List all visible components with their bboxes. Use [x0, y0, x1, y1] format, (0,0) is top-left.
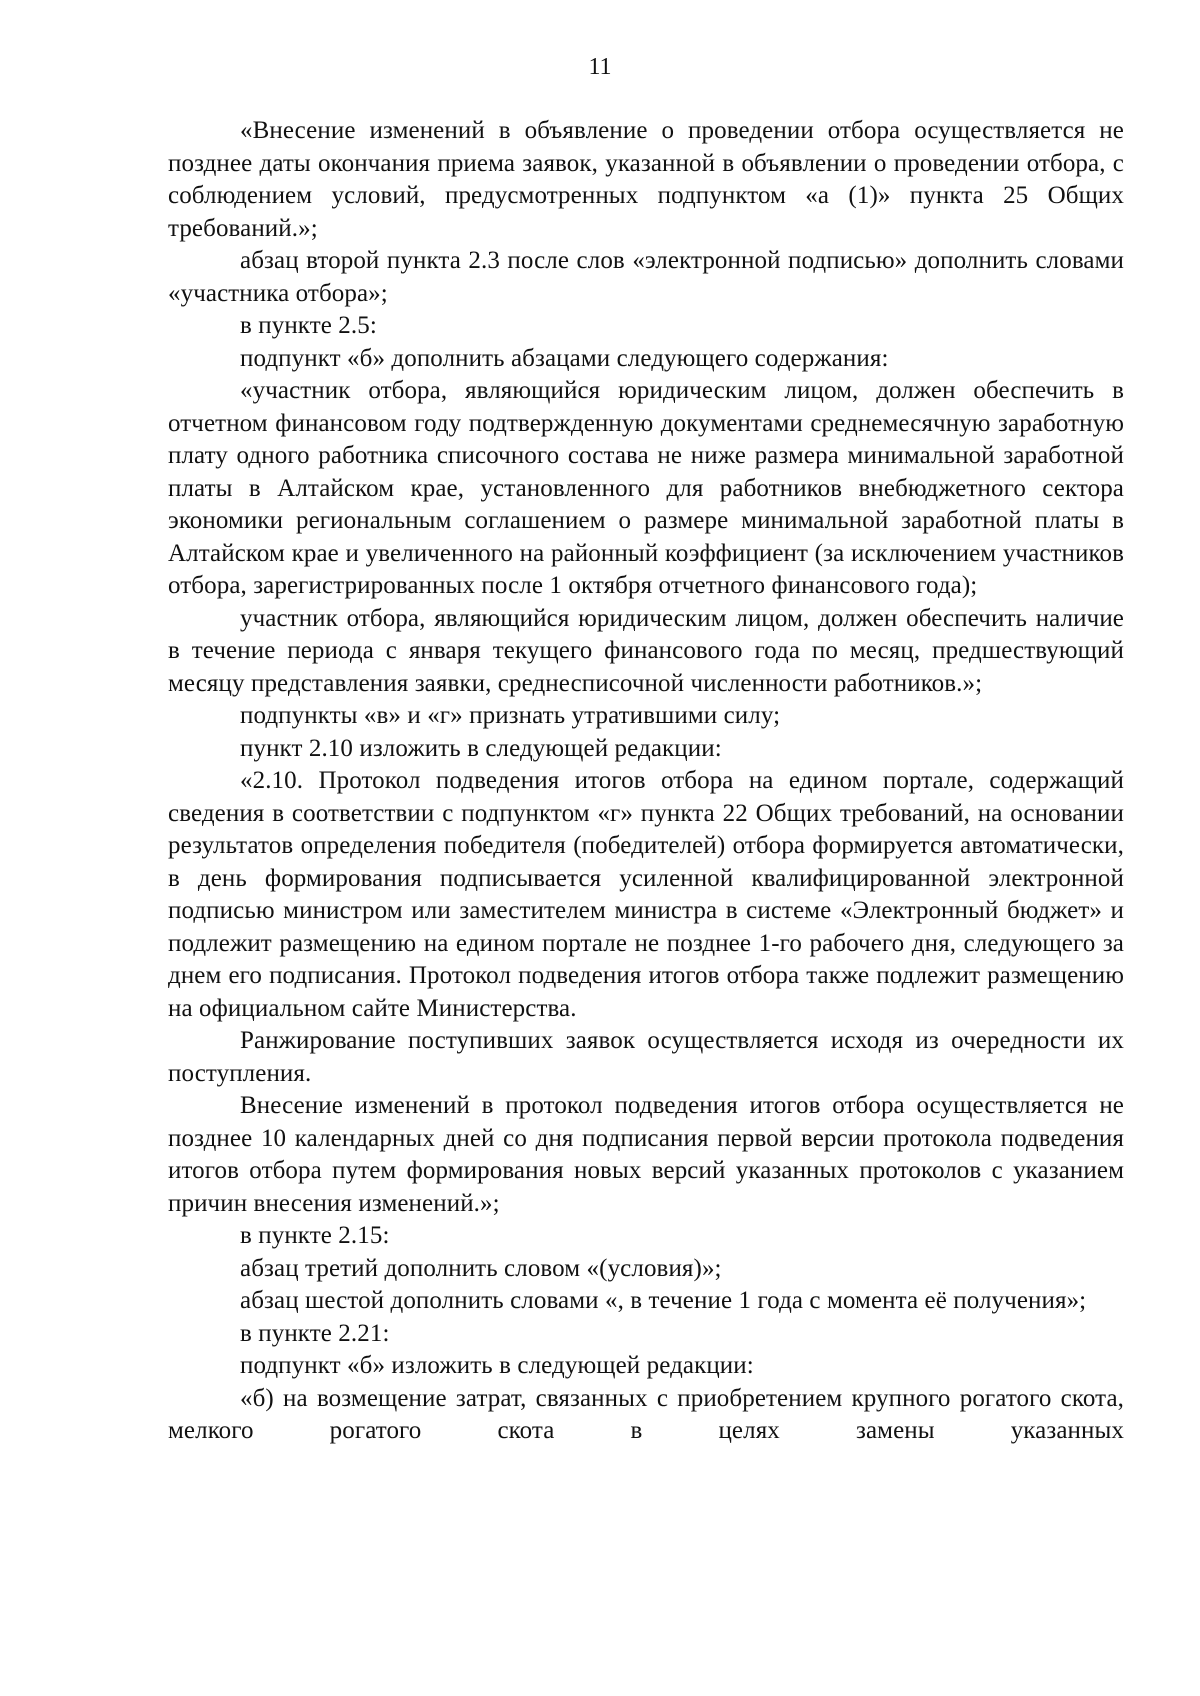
- paragraph: абзац шестой дополнить словами «, в течение 1 года с момента её получения»;: [240, 1287, 1087, 1314]
- paragraph: «Внесение изменений в объявление о проведении отбора осуществляется не позднее даты окончания приема заявок, указанной в объявлении о проведении отбора, с соблюдением условий, предусмотренных подпунктом «а (1)» пункта 25 Общих требований.»;: [168, 117, 1124, 242]
- paragraph: в пункте 2.15:: [240, 1222, 390, 1249]
- paragraph: абзац третий дополнить словом «(условия)»;: [240, 1254, 722, 1282]
- paragraph: участник отбора, являющийся юридическим лицом, должен обеспечить наличие в течение периода с января текущего финансового года по месяц, предшествующий месяцу представления заявки, среднесписочной численности работников.»;: [168, 604, 1124, 697]
- paragraph: Внесение изменений в протокол подведения итогов отбора осуществляется не позднее 10 календарных дней со дня подписания первой версии протокола подведения итогов отбора путем формирования новых версий указанных протоколов с указанием причин внесения изменений.»;: [168, 1092, 1124, 1217]
- paragraph: «б) на возмещение затрат, связанных с приобретением крупного рогатого скота, мелкого рогатого скота в целях замены указанных: [168, 1384, 1124, 1444]
- paragraph: подпункт «б» дополнить абзацами следующего содержания:: [240, 344, 889, 372]
- paragraph: в пункте 2.5:: [240, 312, 377, 339]
- page-number: 11: [588, 54, 612, 80]
- paragraph: пункт 2.10 изложить в следующей редакции:: [240, 734, 722, 762]
- paragraph: Ранжирование поступивших заявок осуществляется исходя из очередности их поступления.: [168, 1027, 1124, 1087]
- paragraph: «участник отбора, являющийся юридическим лицом, должен обеспечить в отчетном финансовом году подтвержденную документами среднемесячную заработную плату одного работника списочного состава не ниже размера минимальной заработной платы в Алтайском крае, установленного для работников внебюджетного сектора экономики региональным соглашением о размере минимальной заработной платы в Алтайском крае и увеличенного на районный коэффициент (за исключением участников отбора, зарегистрированных после 1 октября отчетного финансового года);: [168, 377, 1124, 599]
- document-body: [168, 115, 1124, 1448]
- paragraph: подпункты «в» и «г» признать утратившими силу;: [240, 702, 781, 729]
- paragraph: в пункте 2.21:: [240, 1319, 390, 1347]
- paragraph: подпункт «б» изложить в следующей редакции:: [240, 1352, 754, 1379]
- paragraph: «2.10. Протокол подведения итогов отбора на едином портале, содержащий сведения в соответствии с подпунктом «г» пункта 22 Общих требований, на основании результатов определения победителя (победителей) отбора формируется автоматически, в день формирования подписывается усиленной квалифицированной электронной подписью министром или заместителем министра в системе «Электронный бюджет» и подлежит размещению на едином портале не позднее 1-го рабочего дня, следующего за днем его подписания. Протокол подведения итогов отбора также подлежит размещению на официальном сайте Министерства.: [168, 767, 1124, 1022]
- paragraph: абзац второй пункта 2.3 после слов «электронной подписью» дополнить словами «участника отбора»;: [168, 247, 1124, 307]
